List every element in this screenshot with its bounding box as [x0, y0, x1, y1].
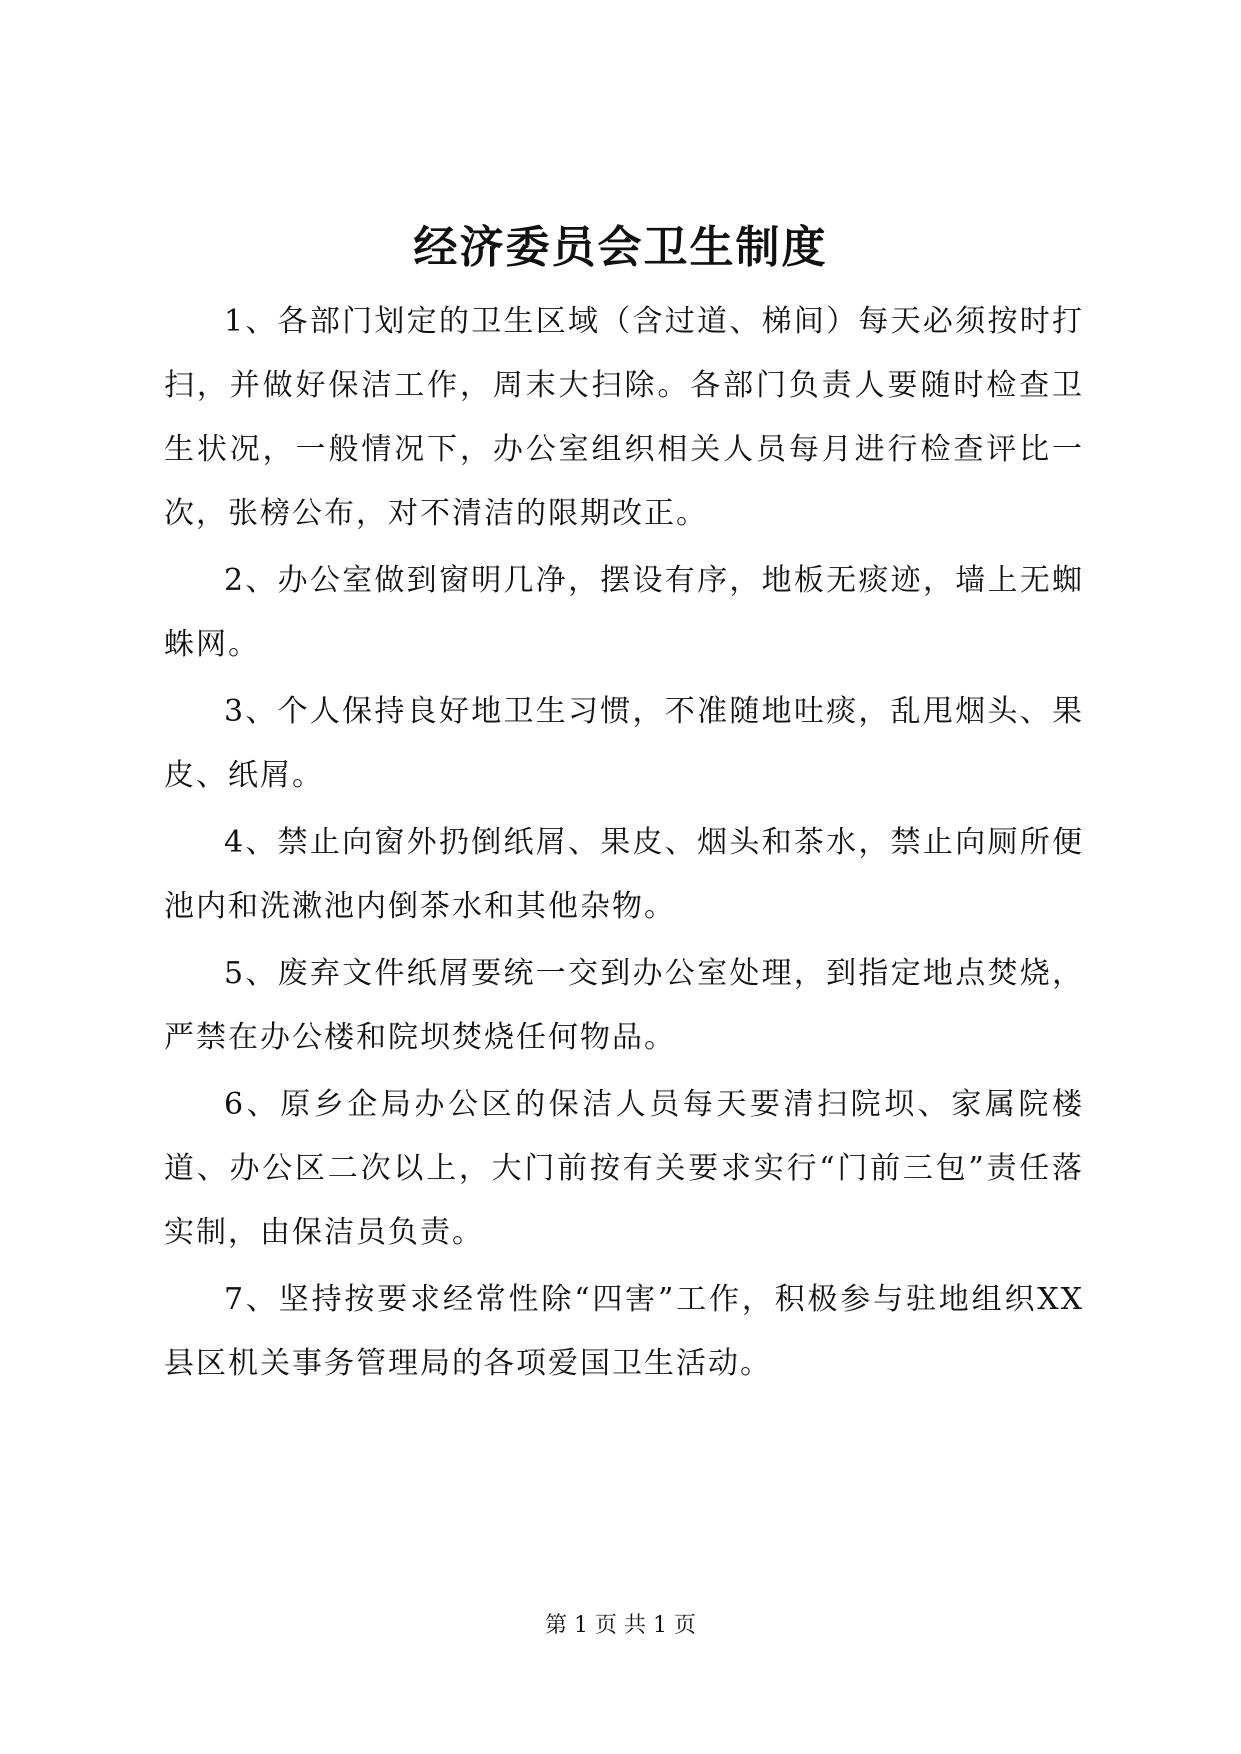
- paragraph-6: 6、原乡企局办公区的保洁人员每天要清扫院坝、家属院楼道、办公区二次以上，大门前按有关要求实行“门前三包”责任落实制，由保洁员负责。: [164, 1087, 1084, 1250]
- paragraph-1: 1、各部门划定的卫生区域（含过道、梯间）每天必须按时打扫，并做好保洁工作，周末大扫除。各部门负责人要随时检查卫生状况，一般情况下，办公室组织相关人员每月进行检查评比一次，张榜公布，对不清洁的限期改正。: [164, 304, 1084, 531]
- paragraph-7: 7、坚持按要求经常性除“四害”工作，积极参与驻地组织XX县区机关事务管理局的各项爱国卫生活动。: [164, 1282, 1084, 1381]
- paragraph-2: 2、办公室做到窗明几净，摆设有序，地板无痰迹，墙上无蜘蛛网。: [164, 563, 1084, 662]
- page-number-footer: 第 1 页 共 1 页: [545, 1613, 696, 1638]
- paragraph-5: 5、废弃文件纸屑要统一交到办公室处理，到指定地点焚烧，严禁在办公楼和院坝焚烧任何物品。: [164, 956, 1084, 1055]
- paragraph-3: 3、个人保持良好地卫生习惯，不准随地吐痰，乱甩烟头、果皮、纸屑。: [164, 694, 1084, 793]
- document-title: 经济委员会卫生制度: [413, 222, 828, 273]
- document-body: [164, 290, 1084, 1399]
- paragraph-4: 4、禁止向窗外扔倒纸屑、果皮、烟头和茶水，禁止向厕所便池内和洗漱池内倒茶水和其他杂物。: [164, 825, 1084, 924]
